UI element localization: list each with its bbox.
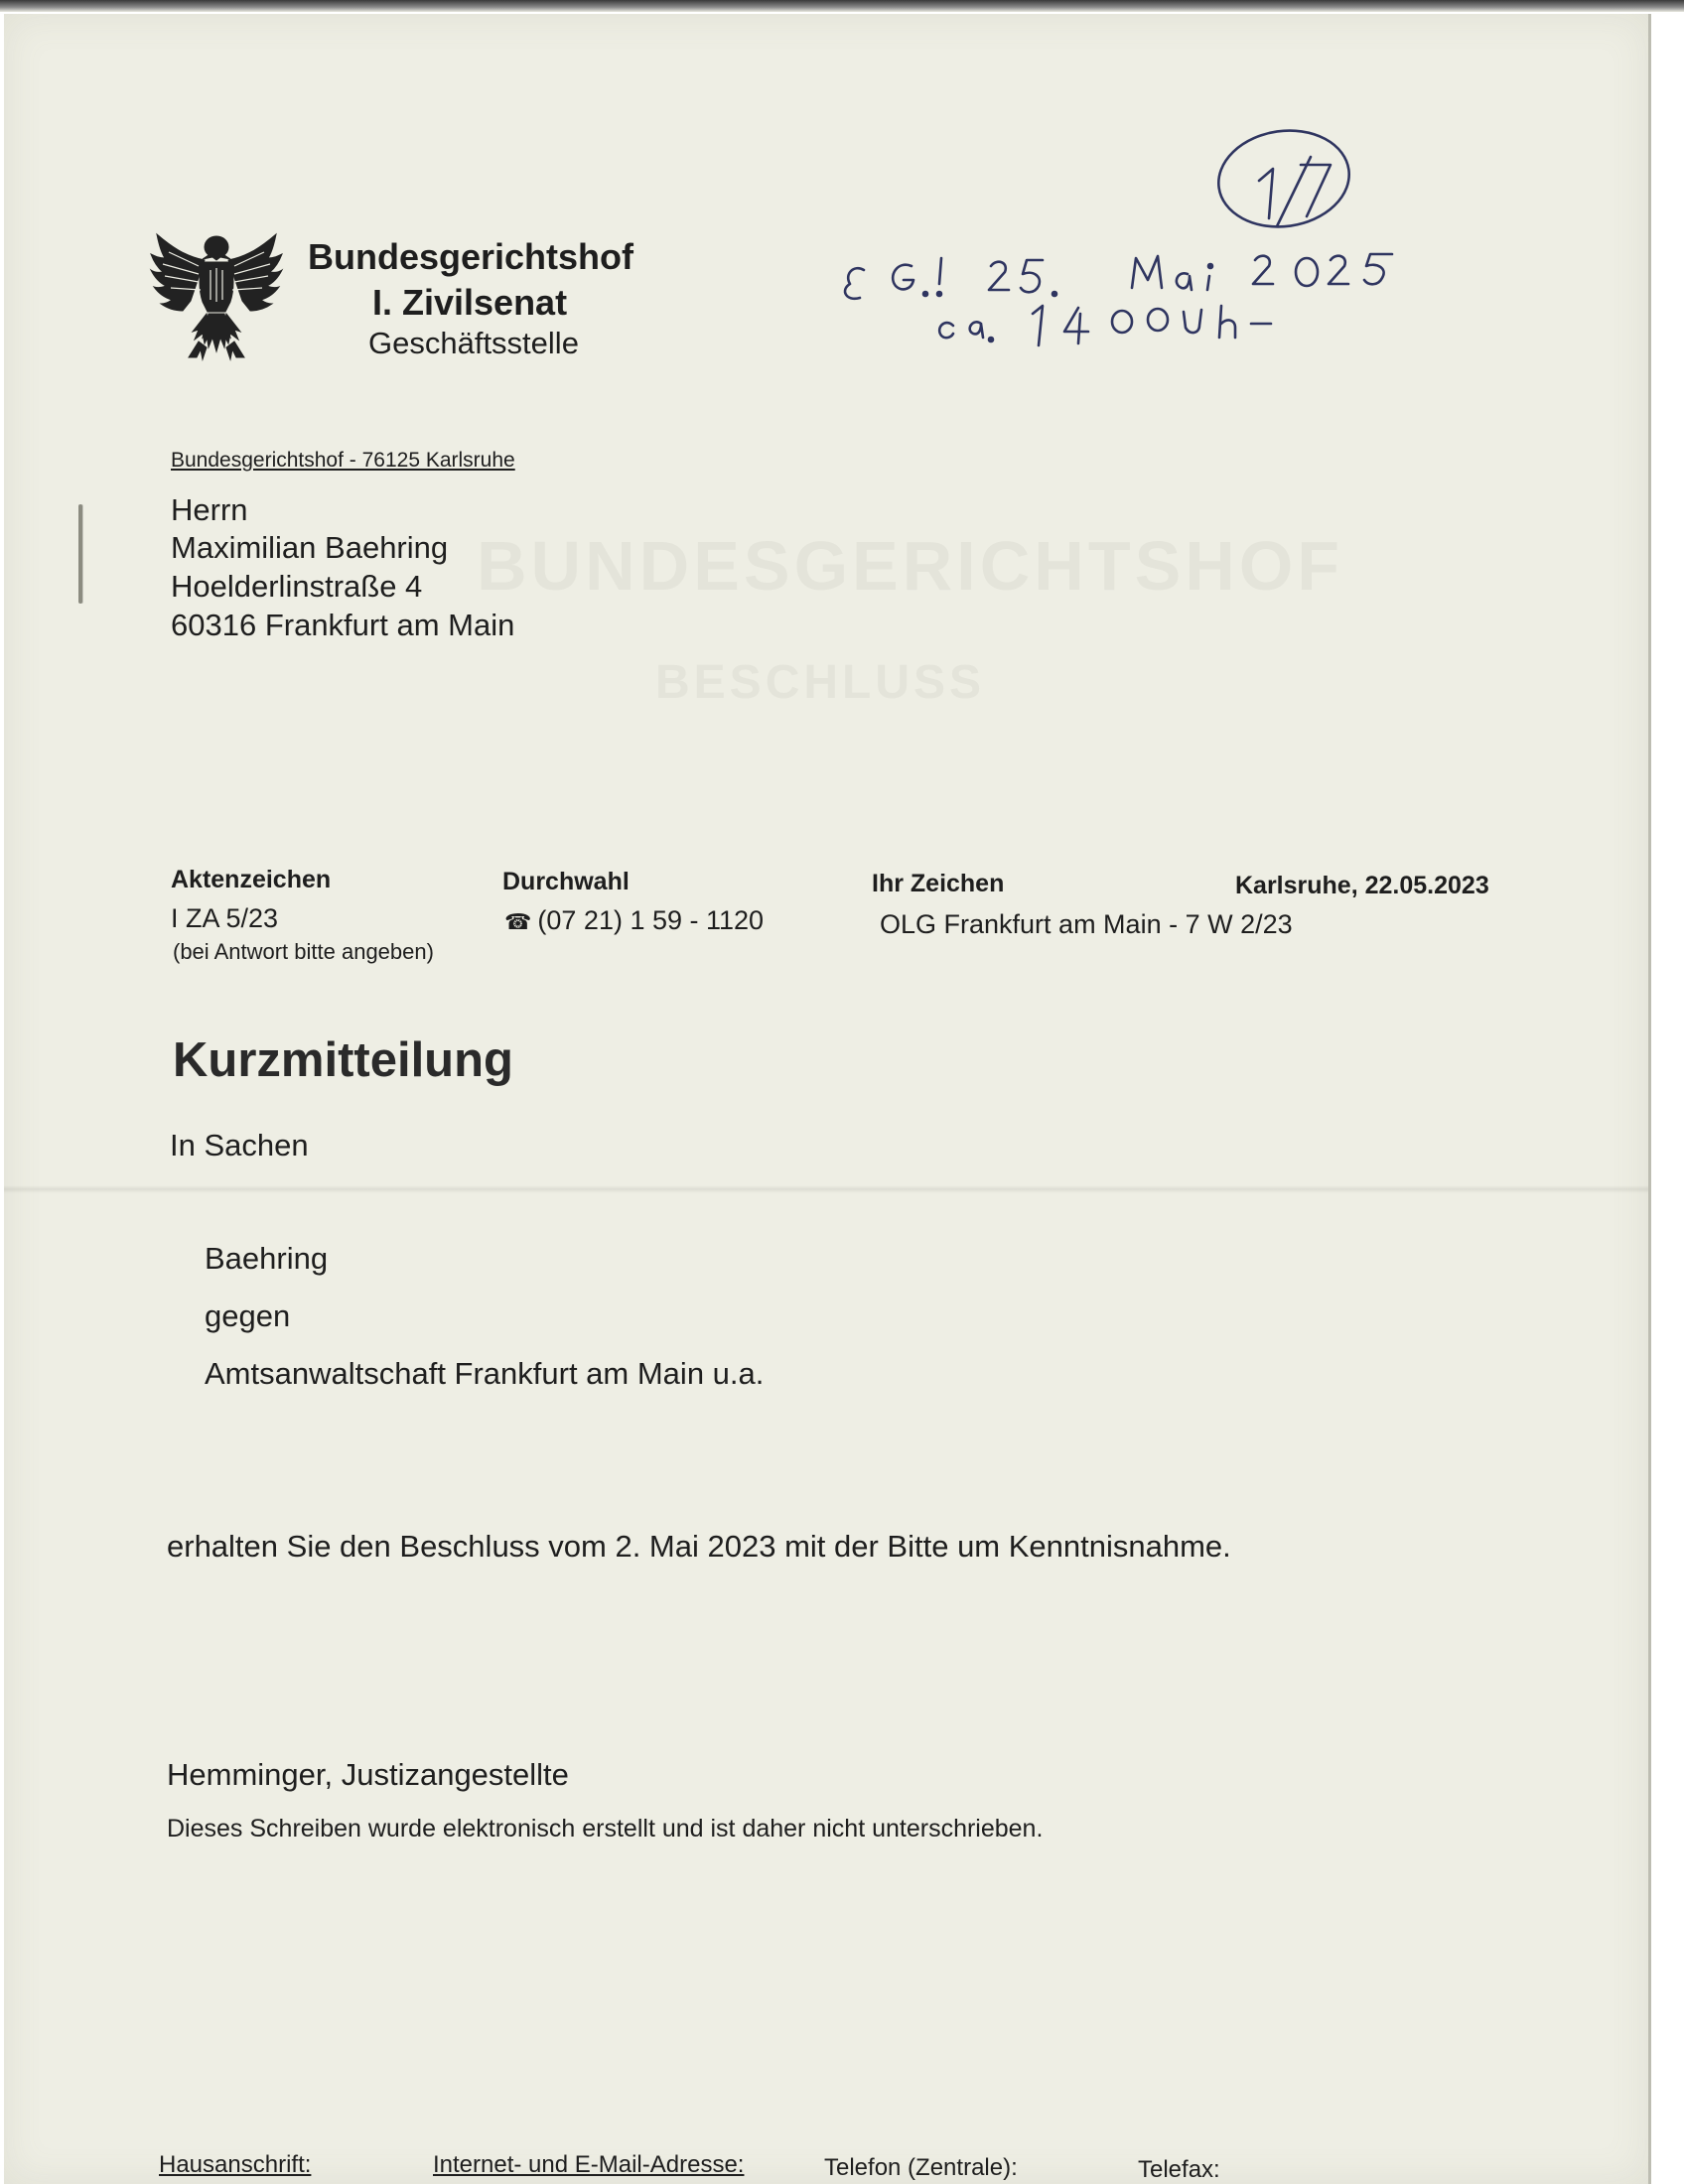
signature-note: Dieses Schreiben wurde elektronisch erstellt und ist daher nicht unterschrieben. <box>167 1815 1044 1843</box>
bleed-through-text: BESCHLUSS <box>655 656 986 709</box>
bleed-through-text: BUNDESGERICHTSHOF <box>477 527 1344 605</box>
durchwahl-value: (07 21) 1 59 - 1120 <box>537 905 765 935</box>
case-versus: gegen <box>205 1298 291 1333</box>
aktenzeichen-value: I ZA 5/23 <box>171 903 279 933</box>
staple-mark <box>78 504 82 604</box>
recipient-salutation: Herrn <box>171 492 248 527</box>
footer-internet-label: Internet- und E-Mail-Adresse: <box>433 2151 745 2178</box>
footer-fax-label: Telefax: <box>1138 2156 1220 2183</box>
telephone-icon: ☎ <box>504 909 532 934</box>
message-text: erhalten Sie den Beschluss vom 2. Mai 2023 mit der Bitte um Kenntnisnahme. <box>167 1529 1231 1564</box>
recipient-street: Hoelderlinstraße 4 <box>171 569 423 604</box>
senate-name: I. Zivilsenat <box>372 282 568 323</box>
footer-phone-label: Telefon (Zentrale): <box>824 2154 1018 2181</box>
scanner-edge <box>0 0 1684 12</box>
recipient-name: Maximilian Baehring <box>171 530 449 565</box>
case-party-1: Baehring <box>205 1241 329 1276</box>
office-name: Geschäftsstelle <box>368 326 579 360</box>
federal-eagle-icon <box>149 230 284 367</box>
handwritten-receipt-note <box>834 119 1479 357</box>
aktenzeichen-note: (bei Antwort bitte angeben) <box>173 939 434 964</box>
footer-address-label: Hausanschrift: <box>159 2151 312 2178</box>
ihr-zeichen-label: Ihr Zeichen <box>872 870 1005 897</box>
place-date: Karlsruhe, 22.05.2023 <box>1235 872 1489 899</box>
sender-line: Bundesgerichtshof - 76125 Karlsruhe <box>171 449 515 472</box>
durchwahl-label: Durchwahl <box>502 868 630 895</box>
case-party-2: Amtsanwaltschaft Frankfurt am Main u.a. <box>205 1356 765 1391</box>
paper-fold <box>4 1185 1648 1193</box>
court-name: Bundesgerichtshof <box>308 236 634 277</box>
aktenzeichen-label: Aktenzeichen <box>171 866 332 893</box>
durchwahl-line <box>504 905 764 936</box>
case-intro: In Sachen <box>170 1128 309 1162</box>
signature-name: Hemminger, Justizangestellte <box>167 1757 569 1792</box>
ihr-zeichen-value: OLG Frankfurt am Main - 7 W 2/23 <box>880 909 1293 939</box>
recipient-city: 60316 Frankfurt am Main <box>171 608 515 642</box>
document-title: Kurzmitteilung <box>173 1033 513 1087</box>
